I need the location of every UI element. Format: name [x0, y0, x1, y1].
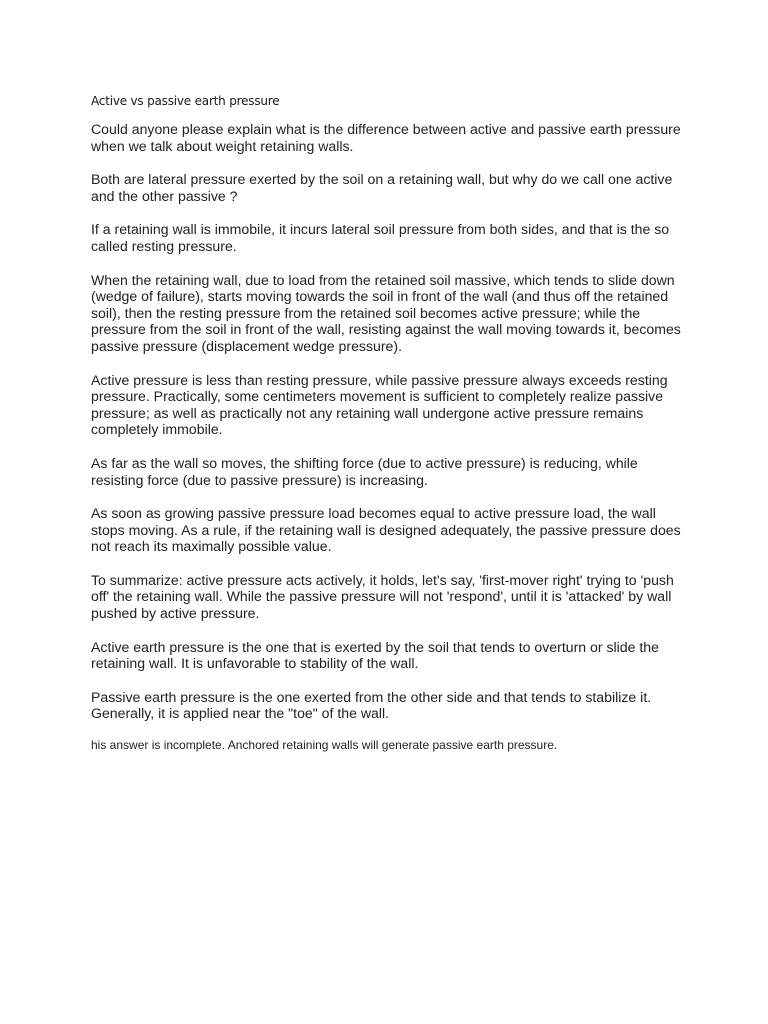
paragraph-lateral-pressure: Both are lateral pressure exerted by the soil on a retaining wall, but why do we call one active and the other passive ?	[91, 171, 673, 204]
document-body	[91, 121, 683, 770]
paragraph-summary: To summarize: active pressure acts actively, it holds, let's say, 'first-mover right' trying to 'push off' the retaining wall. While the passive pressure will not 'respond', until it is 'attacked' by wall pushed by active pressure.	[91, 571, 674, 622]
paragraph-pressure-comparison: Active pressure is less than resting pressure, while passive pressure always exceeds resting pressure. Practically, some centimeters movement is sufficient to completely realize passive pressure; as well as practically not any retaining wall undergone active pressure remains completely immobile.	[91, 371, 668, 438]
paragraph-question: Could anyone please explain what is the difference between active and passive earth pressure when we talk about weight retaining walls.	[91, 121, 681, 154]
paragraph-equilibrium: As soon as growing passive pressure load becomes equal to active pressure load, the wall stops moving. As a rule, if the retaining wall is designed adequately, the passive pressure does not reach its maximally possible value.	[91, 505, 681, 555]
paragraph-active-definition: Active earth pressure is the one that is exerted by the soil that tends to overturn or slide the retaining wall. It is unfavorable to stability of the wall.	[91, 638, 659, 672]
paragraph-wall-movement: When the retaining wall, due to load from the retained soil massive, which tends to slide down (wedge of failure), starts moving towards the soil in front of the wall (and thus off the retained soil), then the resting pressure from the retained soil becomes active pressure; while the pressure from the soil in front of the wall, resisting against the wall moving towards it, becomes passive pressure (displacement wedge pressure).	[91, 271, 681, 354]
document-title: Active vs passive earth pressure	[91, 94, 280, 108]
paragraph-passive-definition: Passive earth pressure is the one exerted from the other side and that tends to stabilize it. Generally, it is applied near the "toe" of the wall.	[91, 688, 652, 722]
paragraph-shifting-force: As far as the wall so moves, the shifting force (due to active pressure) is reducing, while resisting force (due to passive pressure) is increasing.	[91, 454, 638, 488]
paragraph-comment: his answer is incomplete. Anchored retaining walls will generate passive earth pressure.	[91, 738, 558, 753]
paragraph-resting-pressure: If a retaining wall is immobile, it incurs lateral soil pressure from both sides, and that is the so called resting pressure.	[91, 221, 670, 254]
